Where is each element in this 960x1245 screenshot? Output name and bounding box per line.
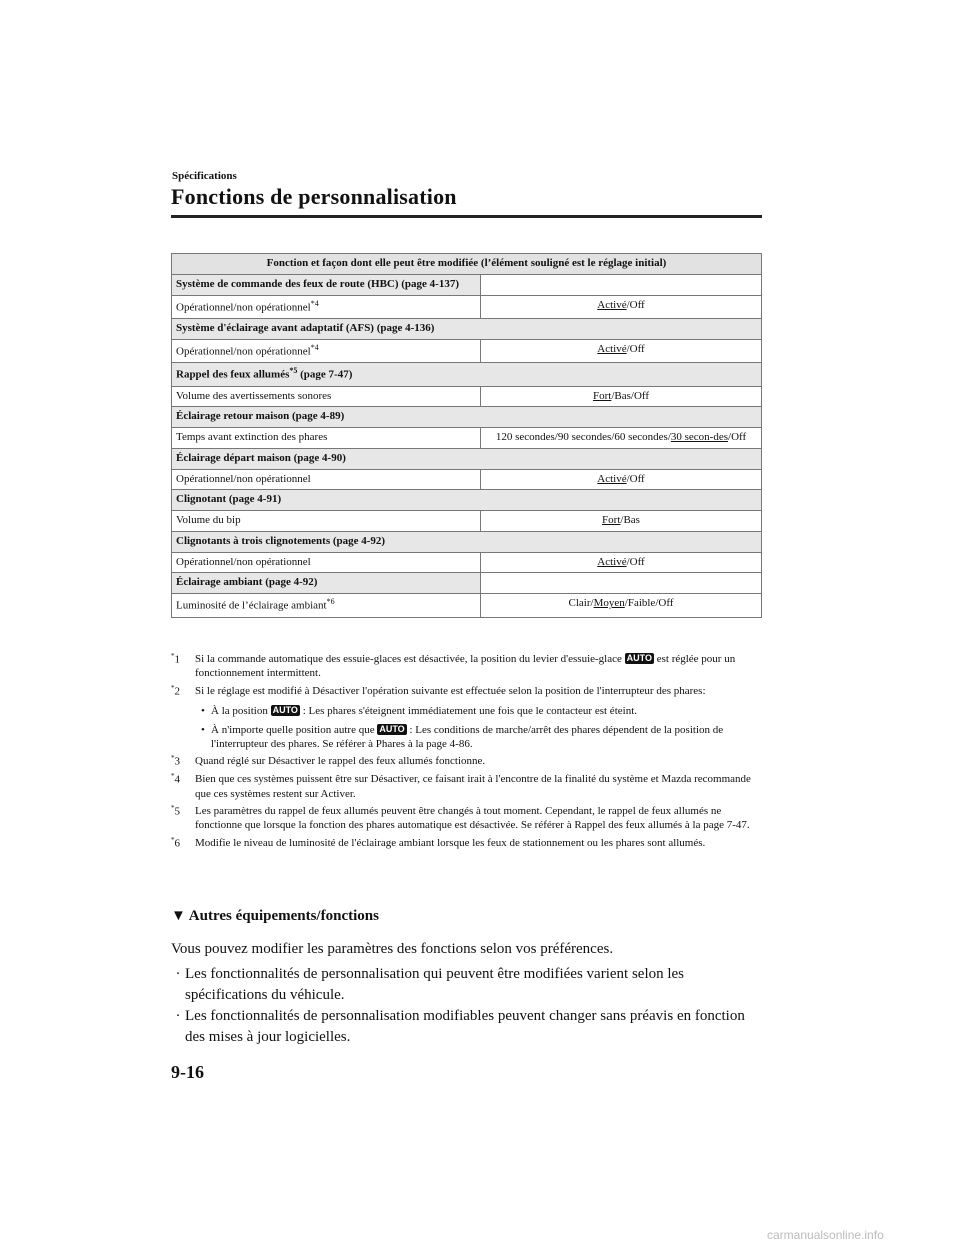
setting-label: Volume du bip	[172, 511, 481, 532]
setting-label: Opérationnel/non opérationnel	[172, 552, 481, 573]
section-heading: ▼ Autres équipements/fonctions	[171, 908, 379, 924]
customization-table	[171, 253, 762, 618]
table-row	[172, 428, 762, 449]
group-title: Éclairage ambiant (page 4-92)	[172, 573, 481, 594]
table-group-row	[172, 407, 762, 428]
group-title: Clignotants à trois clignotements (page 4-92)	[172, 531, 762, 552]
setting-values: Fort/Bas	[481, 511, 762, 532]
group-title: Éclairage retour maison (page 4-89)	[172, 407, 762, 428]
table-group-row	[172, 573, 762, 594]
setting-label: Opérationnel/non opérationnel$^{*4}$	[172, 295, 481, 318]
footnote-3: *3 Quand réglé sur Désactiver le rappel des feux allumés fonctionne.	[171, 754, 486, 769]
setting-values: Activé/Off	[481, 339, 762, 362]
footnote-2-item: • À n'importe quelle position autre que AUTO : Les conditions de marche/arrêt des phares dépendent de la position de l'interrupteur des phares. Se référer à Phares à la page 4-86.	[201, 723, 724, 751]
table-row	[172, 511, 762, 532]
table-row	[172, 386, 762, 407]
setting-label: Volume des avertissements sonores	[172, 386, 481, 407]
setting-label: Temps avant extinction des phares	[172, 428, 481, 449]
auto-icon: AUTO	[626, 653, 652, 663]
footnote-6: *6 Modifie le niveau de luminosité de l'éclairage ambiant lorsque les feux de stationnement ou les phares sont allumés.	[171, 835, 706, 850]
table-header: Fonction et façon dont elle peut être modifiée (l’élément souligné est le réglage initial)	[172, 254, 762, 275]
watermark: carmanualsonline.info	[767, 1228, 884, 1242]
footnote-2-item: • À la position AUTO : Les phares s'éteignent immédiatement une fois que le contacteur est éteint.	[201, 704, 637, 717]
section-body	[171, 939, 762, 1048]
footnote-1: *1 Si la commande automatique des essuie-glaces est désactivée, la position du levier d'essuie-glace AUTO est réglée pour un fonctionnement intermittent.	[171, 652, 736, 680]
table-row	[172, 339, 762, 362]
setting-values: Activé/Off	[481, 295, 762, 318]
intro-text: Vous pouvez modifier les paramètres des fonctions selon vos préférences.	[171, 941, 614, 957]
setting-values: Fort/Bas/Off	[481, 386, 762, 407]
setting-label: Opérationnel/non opérationnel$^{*4}$	[172, 339, 481, 362]
auto-icon: AUTO	[272, 704, 298, 715]
list-item: · Les fonctionnalités de personnalisation modifiables peuvent changer sans préavis en fonction des mises à jour logicielles.	[175, 1008, 745, 1045]
triangle-down-icon: ▼	[171, 908, 186, 924]
setting-values: Clair/Moyen/Faible/Off	[481, 594, 762, 617]
table-row	[172, 469, 762, 490]
list-item: · Les fonctionnalités de personnalisation qui peuvent être modifiées varient selon les spécifications du véhicule.	[175, 966, 685, 1003]
setting-values: Activé/Off	[481, 552, 762, 573]
section-label: Spécifications	[172, 170, 237, 182]
auto-icon: AUTO	[379, 723, 405, 734]
setting-label: Opérationnel/non opérationnel	[172, 469, 481, 490]
table-group-row	[172, 490, 762, 511]
group-title: Clignotant (page 4-91)	[172, 490, 762, 511]
table-group-row	[172, 275, 762, 296]
group-title: Système d'éclairage avant adaptatif (AFS) (page 4-136)	[172, 319, 762, 340]
footnote-4: *4 Bien que ces systèmes puissent être sur Désactiver, ce faisant irait à l'encontre de la finalité du système et Mazda recommande que ces systèmes restent sur Activer.	[171, 772, 751, 800]
footnote-2: *2 Si le réglage est modifié à Désactiver l'opération suivante est effectuée selon la position de l'interrupteur des phares:	[171, 683, 706, 698]
table-group-row	[172, 448, 762, 469]
table-row	[172, 594, 762, 617]
group-title: Éclairage départ maison (page 4-90)	[172, 448, 762, 469]
table-group-row	[172, 531, 762, 552]
footnote-5: *5 Les paramètres du rappel de feux allumés peuvent être changés à tout moment. Cependant, le rappel de feux allumés ne fonctionne que lorsque la fonction des phares automatique est désactivée. Se référer à Rappel des feux allumés à la page 7-47.	[171, 803, 750, 832]
page-title: Fonctions de personnalisation	[171, 184, 457, 209]
table-group-row	[172, 363, 762, 386]
table-row	[172, 552, 762, 573]
table-row	[172, 295, 762, 318]
page-number: 9-16	[171, 1062, 204, 1082]
setting-values: Activé/Off	[481, 469, 762, 490]
title-rule	[171, 215, 762, 218]
setting-values: 120 secondes/90 secondes/60 secondes/30 secon-des/Off	[481, 428, 762, 449]
footnotes	[171, 652, 762, 854]
group-title: Rappel des feux allumés$^{*5}$ (page 7-47)	[172, 363, 762, 386]
group-title: Système de commande des feux de route (HBC) (page 4-137)	[172, 275, 481, 296]
table-group-row	[172, 319, 762, 340]
setting-label: Luminosité de l’éclairage ambiant$^{*6}$	[172, 594, 481, 617]
